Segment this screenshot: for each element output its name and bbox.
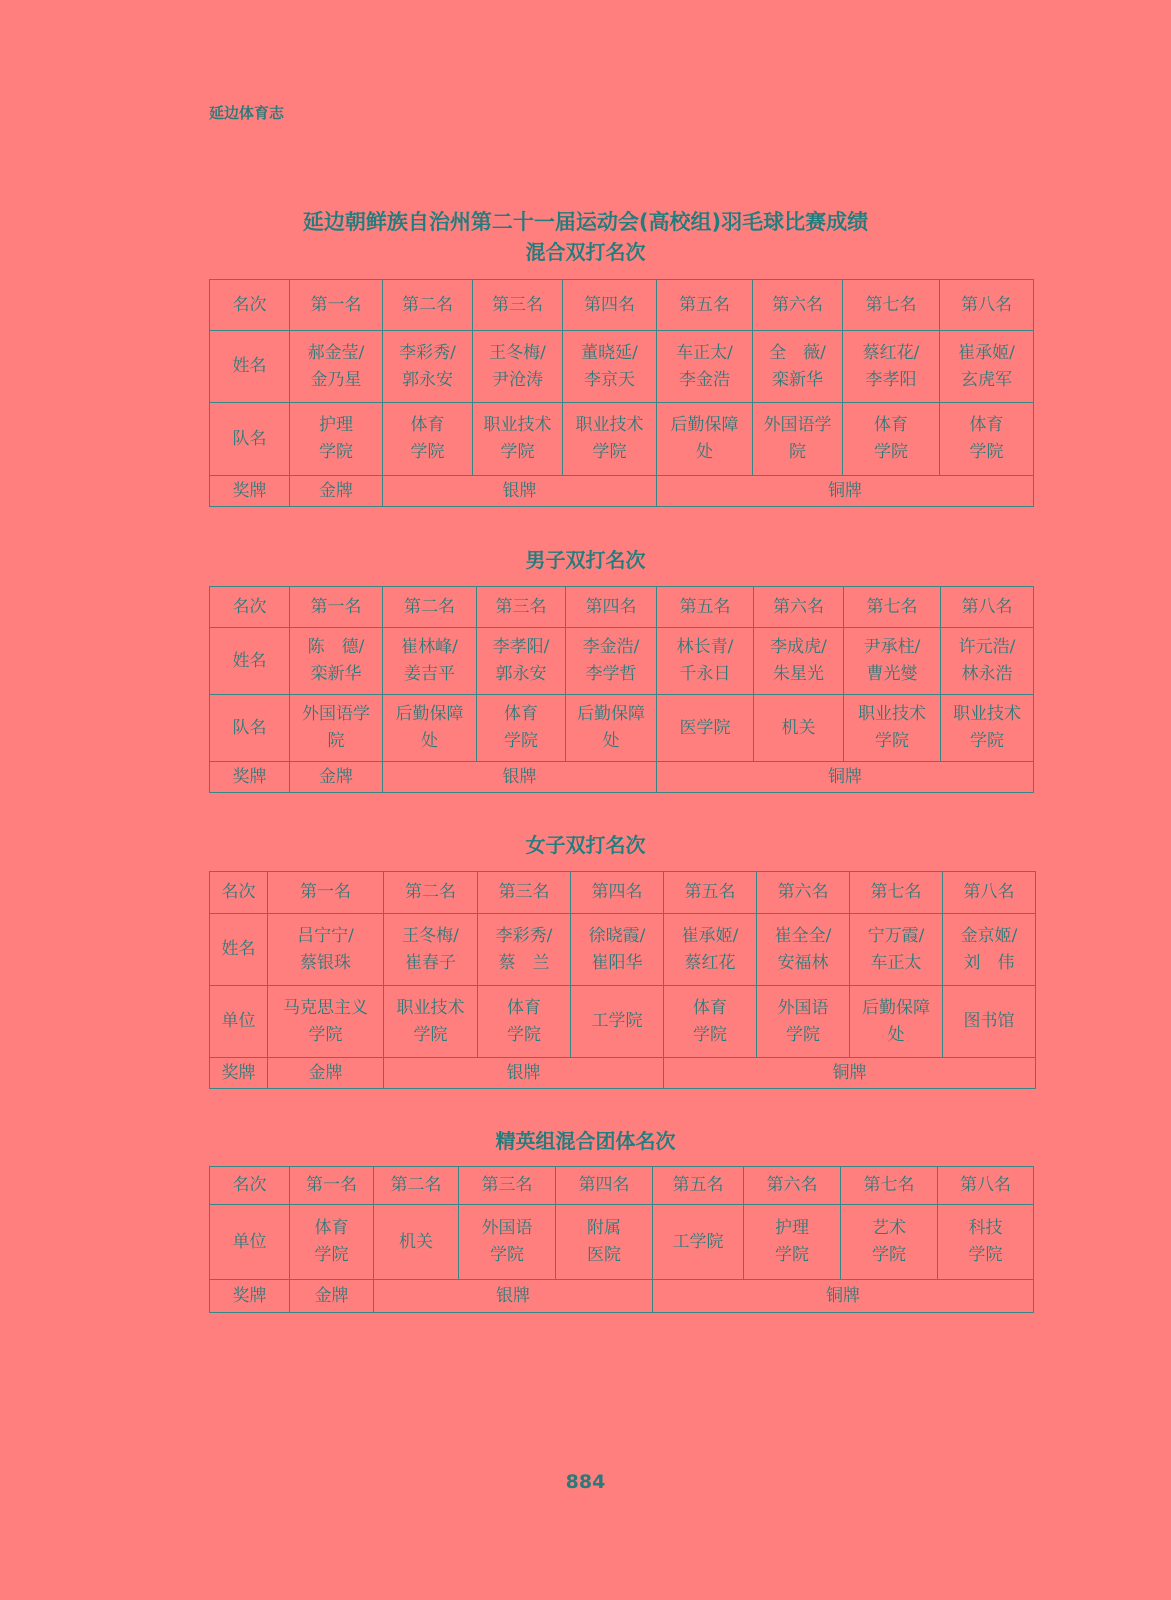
cell: 金京姬/ 刘 伟 — [943, 914, 1036, 986]
cell: 第七名 — [844, 587, 941, 628]
cell: 第一名 — [290, 587, 383, 628]
cell: 许元浩/ 林永浩 — [941, 628, 1034, 695]
bronze-medal-cell: 铜牌 — [664, 1058, 1036, 1089]
row-label: 奖牌 — [210, 476, 290, 507]
silver-medal-cell: 银牌 — [383, 762, 657, 793]
team-row — [210, 403, 1034, 476]
cell: 第二名 — [384, 872, 478, 914]
silver-medal-cell: 银牌 — [374, 1280, 653, 1313]
cell: 第一名 — [290, 280, 383, 331]
cell: 外国语学 院 — [753, 403, 843, 476]
cell: 体育 学院 — [290, 1205, 374, 1280]
cell: 护理 学院 — [744, 1205, 841, 1280]
unit-row — [210, 1205, 1034, 1280]
page-number: 884 — [565, 1471, 606, 1493]
team-row — [210, 695, 1034, 762]
cell: 机关 — [374, 1205, 459, 1280]
silver-medal-cell: 银牌 — [384, 1058, 664, 1089]
cell: 李孝阳/ 郭永安 — [477, 628, 566, 695]
cell: 第二名 — [383, 280, 473, 331]
section-title-mens-doubles: 男子双打名次 — [525, 548, 646, 572]
cell: 第五名 — [657, 280, 753, 331]
row-label: 名次 — [210, 587, 290, 628]
cell: 徐晓霞/ 崔阳华 — [571, 914, 664, 986]
gold-medal-cell: 金牌 — [290, 476, 383, 507]
bronze-medal-cell: 铜牌 — [653, 1280, 1034, 1313]
cell: 第四名 — [566, 587, 657, 628]
cell: 第四名 — [563, 280, 657, 331]
cell: 第七名 — [841, 1167, 938, 1205]
cell: 体育 学院 — [664, 986, 757, 1058]
cell: 体育 学院 — [478, 986, 571, 1058]
silver-medal-cell: 银牌 — [383, 476, 657, 507]
row-label: 奖牌 — [210, 762, 290, 793]
cell: 工学院 — [571, 986, 664, 1058]
cell: 机关 — [754, 695, 844, 762]
cell: 外国语学 院 — [290, 695, 383, 762]
cell: 第八名 — [943, 872, 1036, 914]
section-title-womens-doubles: 女子双打名次 — [525, 833, 646, 857]
cell: 第四名 — [571, 872, 664, 914]
cell: 体育 学院 — [843, 403, 940, 476]
cell: 后勤保障 处 — [383, 695, 477, 762]
cell: 第三名 — [477, 587, 566, 628]
cell: 体育 学院 — [477, 695, 566, 762]
row-label: 单位 — [210, 986, 268, 1058]
row-label: 姓名 — [210, 628, 290, 695]
mixed-doubles-table — [209, 279, 1034, 507]
row-label: 名次 — [210, 1167, 290, 1205]
cell: 图书馆 — [943, 986, 1036, 1058]
row-label: 名次 — [210, 280, 290, 331]
rank-row — [210, 280, 1034, 331]
cell: 后勤保障 处 — [566, 695, 657, 762]
cell: 郝金莹/ 金乃星 — [290, 331, 383, 403]
main-title: 延边朝鲜族自治州第二十一届运动会(高校组)羽毛球比赛成绩 — [302, 210, 869, 234]
gold-medal-cell: 金牌 — [290, 1280, 374, 1313]
cell: 第三名 — [459, 1167, 556, 1205]
name-row — [210, 331, 1034, 403]
cell: 附属 医院 — [556, 1205, 653, 1280]
cell: 体育 学院 — [383, 403, 473, 476]
rank-row — [210, 1167, 1034, 1205]
cell: 职业技术 学院 — [563, 403, 657, 476]
elite-mixed-team-table — [209, 1166, 1034, 1313]
cell: 崔全全/ 安福林 — [757, 914, 850, 986]
cell: 马克思主义 学院 — [268, 986, 384, 1058]
row-label: 奖牌 — [210, 1058, 268, 1089]
cell: 尹承柱/ 曹光燮 — [844, 628, 941, 695]
cell: 职业技术 学院 — [941, 695, 1034, 762]
cell: 崔承姬/ 玄虎军 — [940, 331, 1034, 403]
cell: 第六名 — [744, 1167, 841, 1205]
row-label: 单位 — [210, 1205, 290, 1280]
cell: 第一名 — [268, 872, 384, 914]
cell: 李彩秀/ 郭永安 — [383, 331, 473, 403]
medal-row — [210, 476, 1034, 507]
cell: 医学院 — [657, 695, 754, 762]
cell: 李金浩/ 李学哲 — [566, 628, 657, 695]
cell: 吕宁宁/ 蔡银珠 — [268, 914, 384, 986]
row-label: 队名 — [210, 695, 290, 762]
row-label: 姓名 — [210, 331, 290, 403]
cell: 陈 德/ 栾新华 — [290, 628, 383, 695]
bronze-medal-cell: 铜牌 — [657, 476, 1034, 507]
cell: 职业技术 学院 — [384, 986, 478, 1058]
row-label: 姓名 — [210, 914, 268, 986]
cell: 第三名 — [473, 280, 563, 331]
medal-row — [210, 1280, 1034, 1313]
cell: 崔承姬/ 蔡红花 — [664, 914, 757, 986]
cell: 蔡红花/ 李孝阳 — [843, 331, 940, 403]
cell: 李成虎/ 朱星光 — [754, 628, 844, 695]
unit-row — [210, 986, 1036, 1058]
cell: 第六名 — [754, 587, 844, 628]
cell: 第八名 — [940, 280, 1034, 331]
cell: 第五名 — [657, 587, 754, 628]
cell: 车正太/ 李金浩 — [657, 331, 753, 403]
cell: 崔林峰/ 姜吉平 — [383, 628, 477, 695]
cell: 宁万霞/ 车正太 — [850, 914, 943, 986]
name-row — [210, 628, 1034, 695]
row-label: 名次 — [210, 872, 268, 914]
name-row — [210, 914, 1036, 986]
cell: 外国语 学院 — [459, 1205, 556, 1280]
cell: 第五名 — [664, 872, 757, 914]
cell: 职业技术 学院 — [844, 695, 941, 762]
rank-row — [210, 872, 1036, 914]
cell: 第七名 — [850, 872, 943, 914]
cell: 工学院 — [653, 1205, 744, 1280]
cell: 第三名 — [478, 872, 571, 914]
cell: 第八名 — [938, 1167, 1034, 1205]
cell: 后勤保障 处 — [657, 403, 753, 476]
cell: 王冬梅/ 崔春子 — [384, 914, 478, 986]
medal-row — [210, 1058, 1036, 1089]
cell: 第六名 — [753, 280, 843, 331]
cell: 后勤保障 处 — [850, 986, 943, 1058]
row-label: 奖牌 — [210, 1280, 290, 1313]
cell: 体育 学院 — [940, 403, 1034, 476]
cell: 李彩秀/ 蔡 兰 — [478, 914, 571, 986]
cell: 林长青/ 千永日 — [657, 628, 754, 695]
womens-doubles-table — [209, 871, 1036, 1089]
cell: 护理 学院 — [290, 403, 383, 476]
cell: 第七名 — [843, 280, 940, 331]
section-title-mixed-doubles: 混合双打名次 — [525, 240, 646, 264]
cell: 第二名 — [374, 1167, 459, 1205]
cell: 科技 学院 — [938, 1205, 1034, 1280]
cell: 第五名 — [653, 1167, 744, 1205]
medal-row — [210, 762, 1034, 793]
gold-medal-cell: 金牌 — [290, 762, 383, 793]
row-label: 队名 — [210, 403, 290, 476]
cell: 艺术 学院 — [841, 1205, 938, 1280]
cell: 董晓延/ 李京天 — [563, 331, 657, 403]
cell: 第二名 — [383, 587, 477, 628]
mens-doubles-table — [209, 586, 1034, 793]
cell: 第一名 — [290, 1167, 374, 1205]
cell: 第四名 — [556, 1167, 653, 1205]
cell: 第六名 — [757, 872, 850, 914]
bronze-medal-cell: 铜牌 — [657, 762, 1034, 793]
gold-medal-cell: 金牌 — [268, 1058, 384, 1089]
cell: 职业技术 学院 — [473, 403, 563, 476]
cell: 外国语 学院 — [757, 986, 850, 1058]
cell: 第八名 — [941, 587, 1034, 628]
rank-row — [210, 587, 1034, 628]
section-title-elite-mixed-team: 精英组混合团体名次 — [495, 1129, 676, 1153]
cell: 全 薇/ 栾新华 — [753, 331, 843, 403]
cell: 王冬梅/ 尹沧涛 — [473, 331, 563, 403]
running-header: 延边体育志 — [209, 104, 285, 122]
